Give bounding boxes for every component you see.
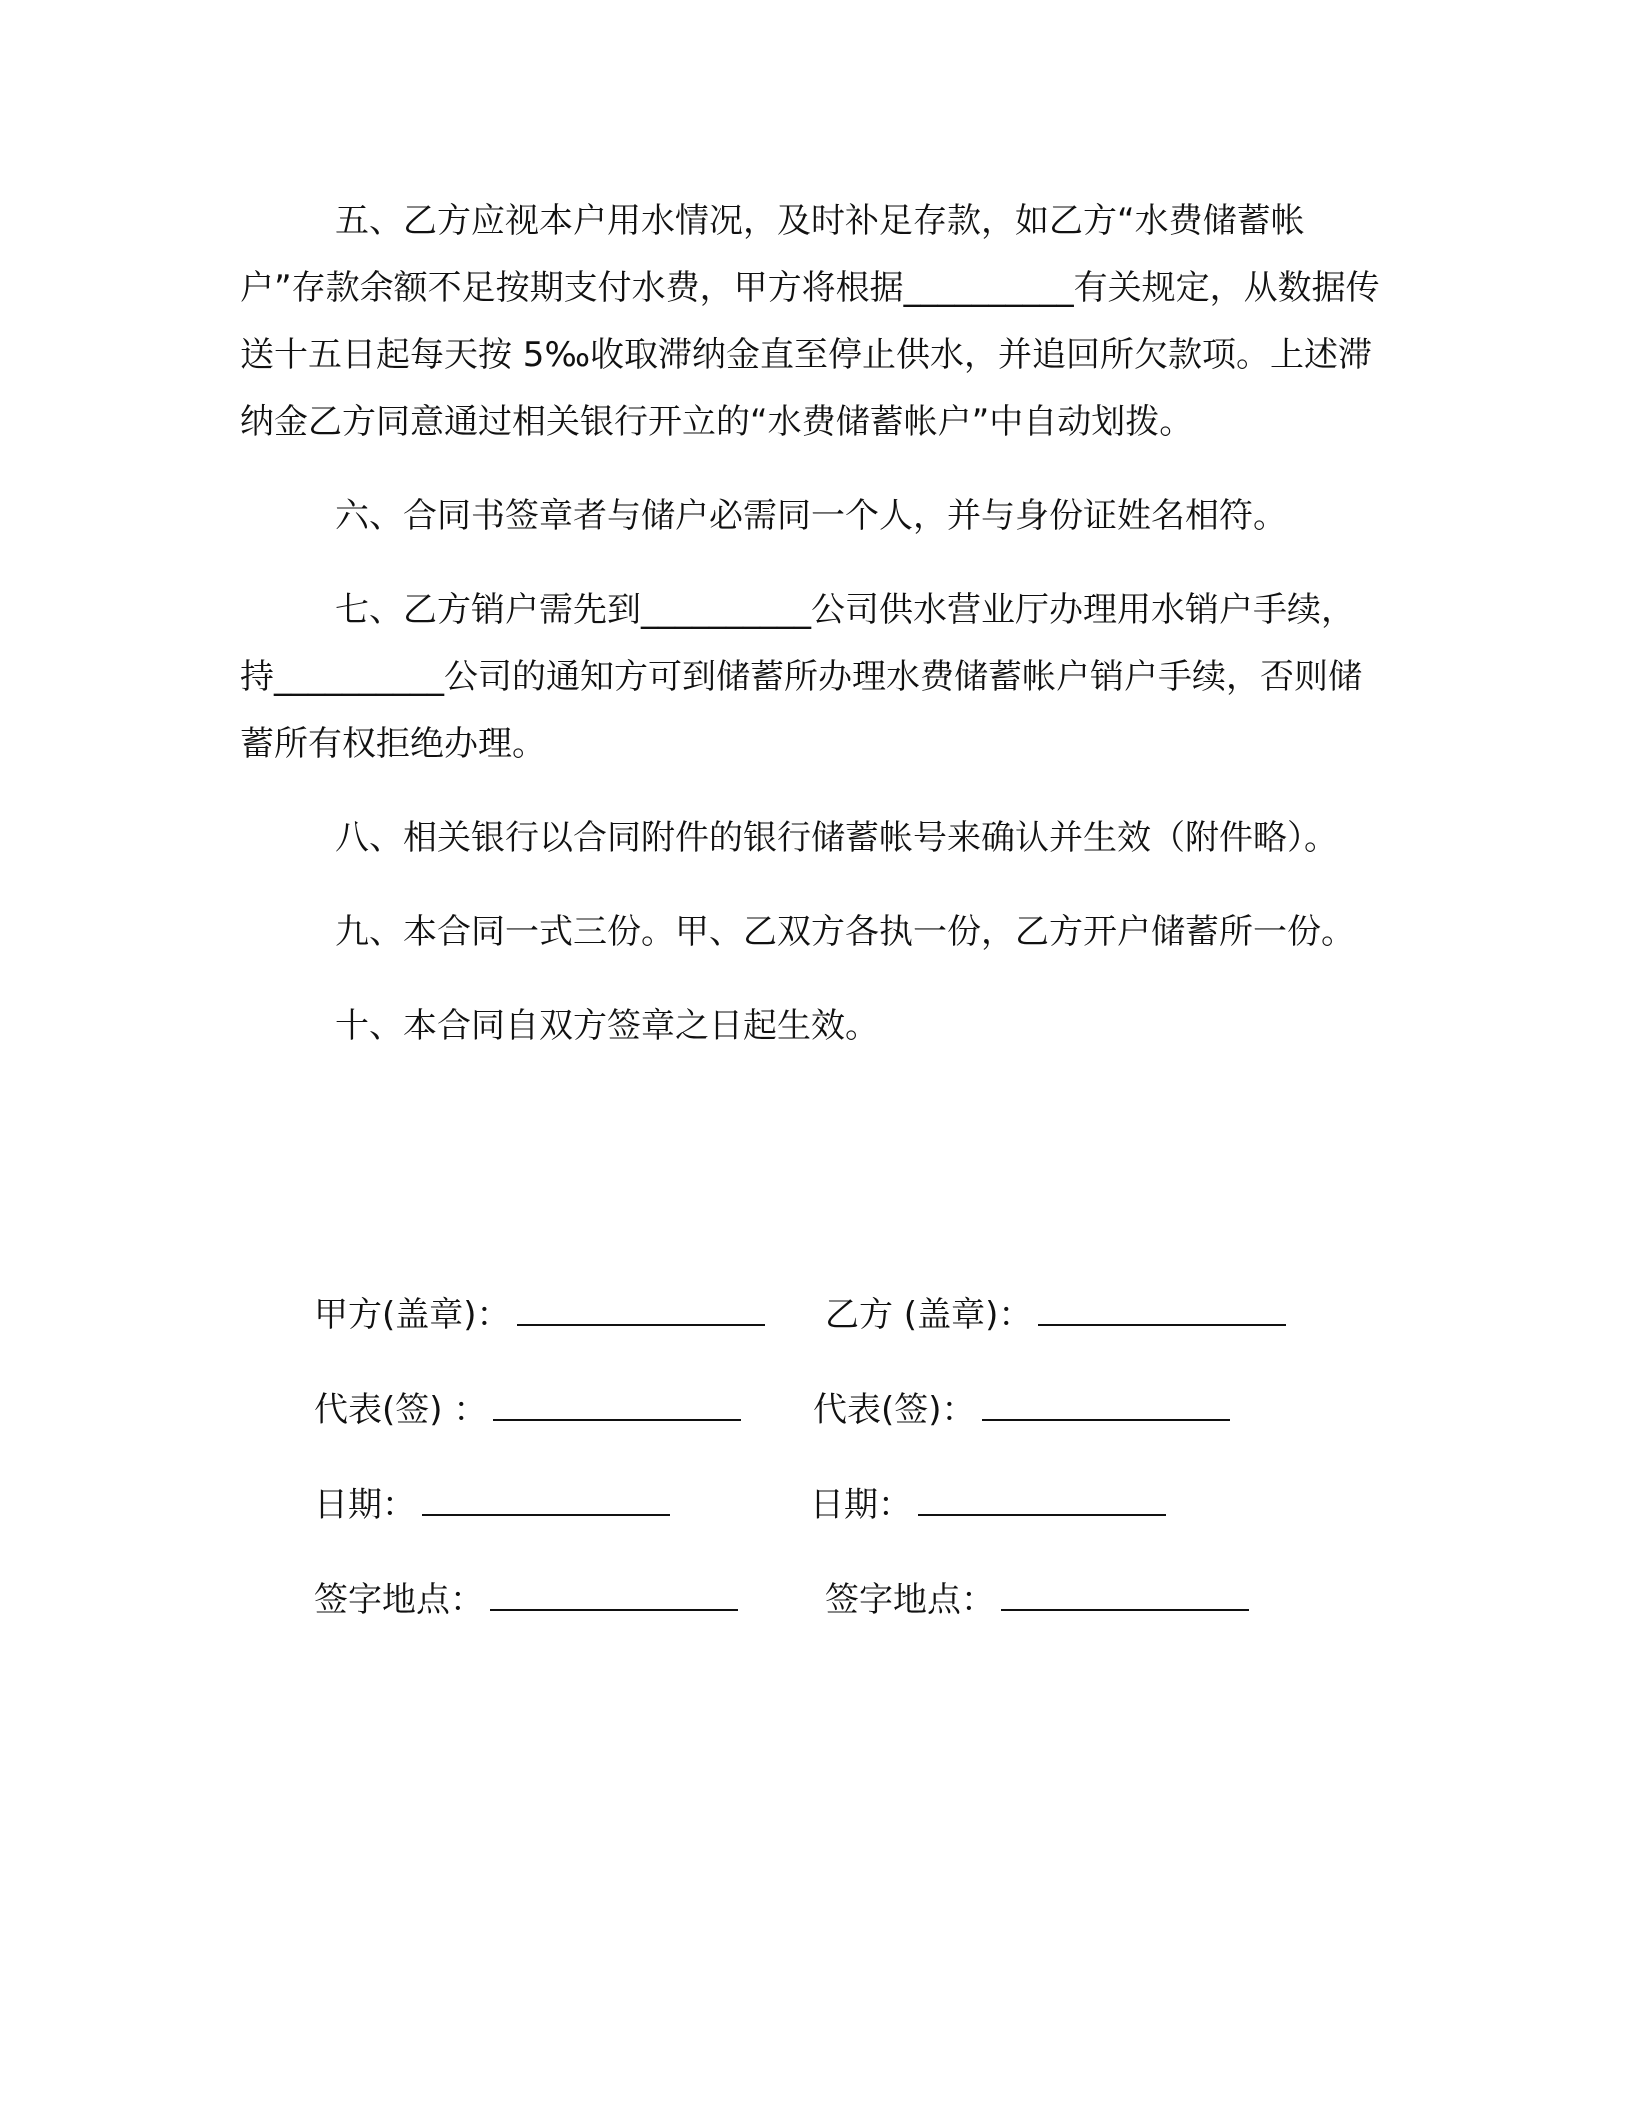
party-b-seal-label: 乙方 (盖章)： <box>825 1295 1033 1335</box>
seal-row <box>240 1285 1385 1380</box>
party-a-place-label: 签字地点： <box>314 1580 484 1620</box>
party-a-date-line <box>422 1486 670 1516</box>
party-a-seal <box>314 1285 765 1345</box>
party-b-seal <box>825 1285 1286 1345</box>
date-row <box>240 1475 1385 1570</box>
clause-5: 五、乙方应视本户用水情况，及时补足存款，如乙方“水费储蓄帐户”存款余额不足按期支付水费，甲方将根据__________有关规定，从数据传送十五日起每天按 5‰收取滞纳金直至停止供水，并追回所欠款项。上述滞纳金乙方同意通过相关银行开立的“水费储蓄帐户”中自动划拨。 <box>240 201 1380 442</box>
party-b-seal-line <box>1038 1296 1286 1326</box>
party-b-place <box>825 1570 1249 1630</box>
representative-row <box>240 1380 1385 1475</box>
clause-10: 十、本合同自双方签章之日起生效。 <box>335 1006 879 1046</box>
party-b-rep-line <box>982 1391 1230 1421</box>
party-a-place <box>314 1570 738 1630</box>
party-b-date-label: 日期： <box>810 1485 912 1525</box>
clause-8: 八、相关银行以合同附件的银行储蓄帐号来确认并生效（附件略）。 <box>335 818 1338 858</box>
clause-7: 七、乙方销户需先到__________公司供水营业厅办理用水销户手续，持__________公司的通知方可到储蓄所办理水费储蓄帐户销户手续，否则储蓄所有权拒绝办理。 <box>240 590 1362 764</box>
place-row <box>240 1570 1385 1665</box>
party-a-place-line <box>490 1581 738 1611</box>
party-a-date-label: 日期： <box>314 1485 416 1525</box>
party-b-rep-label: 代表(签)： <box>813 1390 976 1430</box>
party-a-rep-line <box>493 1391 741 1421</box>
contract-body <box>240 188 1385 1087</box>
clause-9: 九、本合同一式三份。甲、乙双方各执一份，乙方开户储蓄所一份。 <box>335 912 1355 952</box>
party-a-seal-label: 甲方(盖章)： <box>314 1295 511 1335</box>
clause-6: 六、合同书签章者与储户必需同一个人，并与身份证姓名相符。 <box>335 496 1287 536</box>
party-b-date <box>810 1475 1166 1535</box>
party-b-place-line <box>1001 1581 1249 1611</box>
party-a-rep-label: 代表(签) ： <box>314 1390 488 1430</box>
party-a-date <box>314 1475 670 1535</box>
party-a-rep <box>314 1380 741 1440</box>
signature-block <box>240 1285 1385 1665</box>
party-b-date-line <box>918 1486 1166 1516</box>
party-b-rep <box>813 1380 1230 1440</box>
party-a-seal-line <box>517 1296 765 1326</box>
party-b-place-label: 签字地点： <box>825 1580 995 1620</box>
